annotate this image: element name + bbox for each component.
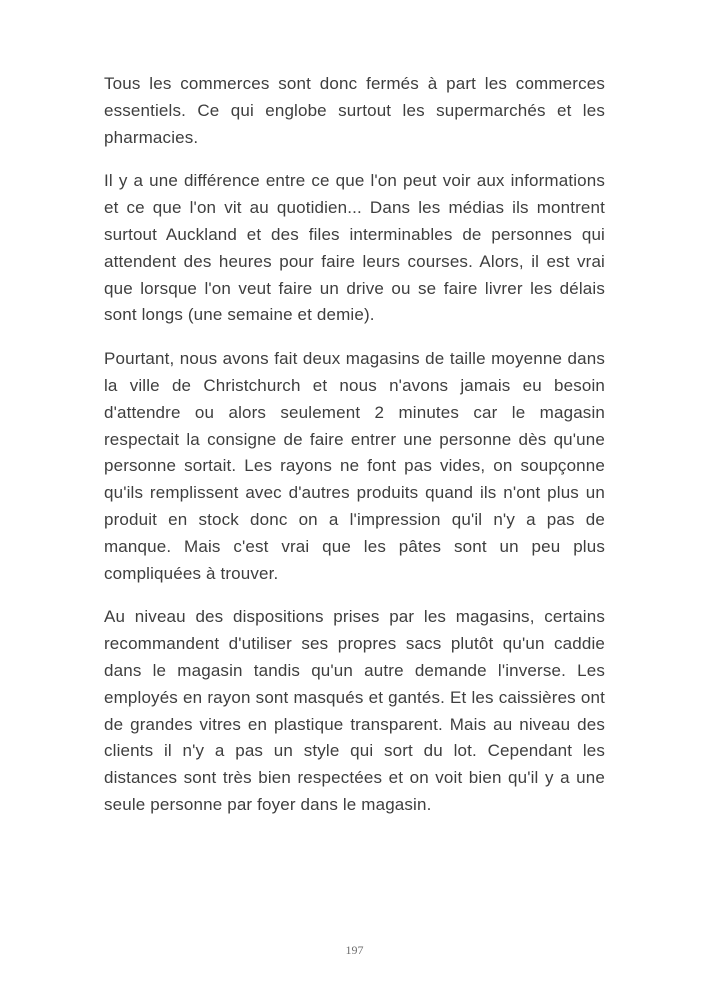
paragraph-3: Pourtant, nous avons fait deux magasins de taille moyenne dans la ville de Christchurch et nous n'avons jamais eu besoin d'attendre ou alors seulement 2 minutes car le magasin respectait la consigne de faire entrer une personne dès qu'une personne sortait. Les rayons ne font pas vides, on soupçonne qu'ils remplissent avec d'autres produits quand ils n'ont plus un produit en stock donc on a l'impression qu'il n'y a pas de manque. Mais c'est vrai que les pâtes sont un peu plus compliquées à trouver. [104, 349, 605, 583]
paragraph-4: Au niveau des dispositions prises par les magasins, certains recommandent d'utiliser ses propres sacs plutôt qu'un caddie dans le magasin tandis qu'un autre demande l'inverse. Les employés en rayon sont masqués et gantés. Et les caissières ont de grandes vitres en plastique transparent. Mais au niveau des clients il n'y a pas un style qui sort du lot. Cependant les distances sont très bien respectées et on voit bien qu'il y a une seule personne par foyer dans le magasin. [104, 607, 605, 814]
paragraph-1: Tous les commerces sont donc fermés à part les commerces essentiels. Ce qui englobe surtout les supermarchés et les pharmacies. [104, 74, 605, 147]
paragraph-2: Il y a une différence entre ce que l'on peut voir aux informations et ce que l'on vit au quotidien... Dans les médias ils montrent surtout Auckland et des files interminables de personnes qui attendent des heures pour faire leurs courses. Alors, il est vrai que lorsque l'on veut faire un drive ou se faire livrer les délais sont longs (une semaine et demie). [104, 171, 605, 325]
page-number: 197 [345, 943, 364, 957]
